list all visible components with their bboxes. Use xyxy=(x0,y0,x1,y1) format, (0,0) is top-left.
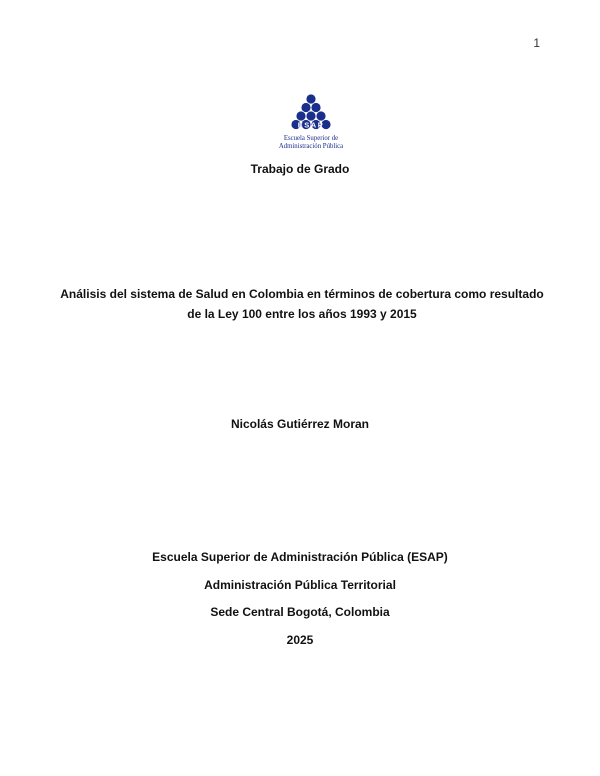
thesis-title: Análisis del sistema de Salud en Colombia en términos de cobertura como resultado de la Ley 100 entre los años 1993 y 2015 xyxy=(60,287,544,321)
author-name: Nicolás Gutiérrez Moran xyxy=(230,417,370,431)
year: 2025 xyxy=(286,633,314,647)
campus-location: Sede Central Bogotá, Colombia xyxy=(210,605,390,619)
logo-acronym: ESAP xyxy=(297,120,325,130)
institution-name: Escuela Superior de Administración Pública (ESAP) xyxy=(152,550,448,564)
esap-logo xyxy=(270,93,352,153)
logo-line-1: Escuela Superior de xyxy=(283,135,339,142)
program-name: Administración Pública Territorial xyxy=(204,578,396,592)
logo-line-2: Administración Pública xyxy=(278,143,344,150)
esap-logo-graphic xyxy=(270,93,352,153)
document-type: Trabajo de Grado xyxy=(250,162,350,176)
page-number: 1 xyxy=(533,36,540,50)
